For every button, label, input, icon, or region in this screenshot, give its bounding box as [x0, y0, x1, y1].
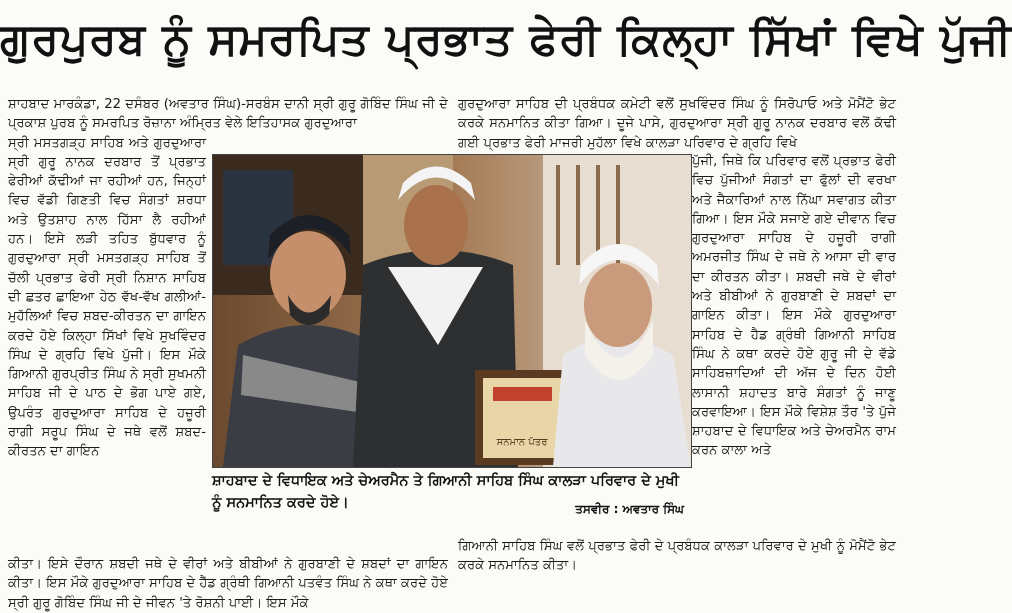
article-intro: ਸ਼ਾਹਬਾਦ ਮਾਰਕੰਡਾ, 22 ਦਸੰਬਰ (ਅਵਤਾਰ ਸਿੰਘ)-ਸਰਬੰਸ ਦਾਨੀ ਸ੍ਰੀ ਗੁਰੂ ਗੋਬਿੰਦ ਸਿੰਘ ਜੀ ਦੇ ਪ੍ਰਕਾਸ਼ ਪੁਰਬ ਨੂੰ ਸਮਰਪਿਤ ਰੋਜ਼ਾਨਾ ਅੰਮ੍ਰਿਤ ਵੇਲੇ ਇਤਿਹਾਸਕ ਗੁਰਦੁਆਰਾ [8, 97, 448, 132]
news-photo [212, 154, 692, 468]
photo-credit: ਤਸਵੀਰ : ਅਵਤਾਰ ਸਿੰਘ [575, 502, 684, 516]
plaque-label: ਸਨਮਾਨ ਪੱਤਰ [496, 437, 548, 448]
article-column-right-side: ਪੁੱਜੀ, ਜਿਥੇ ਕਿ ਪਰਿਵਾਰ ਵਲੋਂ ਪ੍ਰਭਾਤ ਫੇਰੀ ਵਿਚ ਪੁੱਜੀਆਂ ਸੰਗਤਾਂ ਦਾ ਫੁੱਲਾਂ ਦੀ ਵਰਖਾ ਅਤੇ ਜੈਕਾਰਿਆਂ ਨਾਲ ਨਿੱਘਾ ਸਵਾਗਤ ਕੀਤਾ ਗਿਆ। ਇਸ ਮੌਕੇ ਸਜਾਏ ਗਏ ਦੀਵਾਨ ਵਿਚ ਗੁਰਦੁਆਰਾ ਸਾਹਿਬ ਦੇ ਹਜ਼ੂਰੀ ਰਾਗੀ ਅਮਰਜੀਤ ਸਿੰਘ ਦੇ ਜਥੇ ਨੇ ਆਸਾ ਦੀ ਵਾਰ ਦਾ ਕੀਰਤਨ ਕੀਤਾ। ਸ਼ਬਦੀ ਜਥੇ ਦੇ ਵੀਰਾਂ ਅਤੇ ਬੀਬੀਆਂ ਨੇ ਗੁਰਬਾਣੀ ਦੇ ਸ਼ਬਦਾਂ ਦਾ ਗਾਇਨ ਕੀਤਾ। ਇਸ ਮੌਕੇ ਗੁਰਦੁਆਰਾ ਸਾਹਿਬ ਦੇ ਹੈਡ ਗ੍ਰੰਥੀ ਗਿਆਨੀ ਸਾਹਿਬ ਸਿੰਘ ਨੇ ਕਥਾ ਕਰਦੇ ਹੋਏ ਗੁਰੂ ਜੀ ਦੇ ਵੱਡੇ ਸਾਹਿਬਜ਼ਾਦਿਆਂ ਦੀ ਅੱਜ ਦੇ ਦਿਨ ਹੋਈ ਲਾਸਾਨੀ ਸ਼ਹਾਦਤ ਬਾਰੇ ਸੰਗਤਾਂ ਨੂੰ ਜਾਣੂ ਕਰਵਾਇਆ। ਇਸ ਮੌਕੇ ਵਿਸ਼ੇਸ਼ ਤੌਰ 'ਤੇ ਪੁੱਜੇ ਸ਼ਾਹਬਾਦ ਦੇ ਵਿਧਾਇਕ ਅਤੇ ਚੇਅਰਮੈਨ ਰਾਮ ਕਰਨ ਕਾਲਾ ਅਤੇ [692, 154, 896, 459]
photo-caption [212, 470, 690, 530]
headline: ਗੁਰਪੁਰਬ ਨੂੰ ਸਮਰਪਿਤ ਪ੍ਰਭਾਤ ਫੇਰੀ ਕਿਲ੍ਹਾ ਸਿੱਖਾਂ ਵਿਖੇ ਪੁੱਜੀ [0, 14, 1012, 65]
caption-text: ਸ਼ਾਹਬਾਦ ਦੇ ਵਿਧਾਇਕ ਅਤੇ ਚੇਅਰਮੈਨ ਤੇ ਗਿਆਨੀ ਸਾਹਿਬ ਸਿੰਘ ਕਾਲੜਾ ਪਰਿਵਾਰ ਦੇ ਮੁਖੀ ਨੂੰ ਸਨਮਾਨਿਤ ਕਰਦੇ ਹੋਏ। [212, 473, 679, 511]
article-bottom-wide: ਕੀਤਾ। ਇਸੇ ਦੌਰਾਨ ਸ਼ਬਦੀ ਜਥੇ ਦੇ ਵੀਰਾਂ ਅਤੇ ਬੀਬੀਆਂ ਨੇ ਗੁਰਬਾਣੀ ਦੇ ਸ਼ਬਦਾਂ ਦਾ ਗਾਇਨ ਕੀਤਾ। ਇਸ ਮੌਕੇ ਗੁਰਦੁਆਰਾ ਸਾਹਿਬ ਦੇ ਹੈੱਡ ਗ੍ਰੰਥੀ ਗਿਆਨੀ ਪਤਵੰਤ ਸਿੰਘ ਨੇ ਕਥਾ ਕਰਦੇ ਹੋਏ ਸ੍ਰੀ ਗੁਰੂ ਗੋਬਿੰਦ ਸਿੰਘ ਜੀ ਦੇ ਜੀਵਨ 'ਤੇ ਰੋਸ਼ਨੀ ਪਾਈ। ਇਸ ਮੌਕੇ [8, 557, 448, 611]
article-bottom-right: ਗਿਆਨੀ ਸਾਹਿਬ ਸਿੰਘ ਵਲੋਂ ਪ੍ਰਭਾਤ ਫੇਰੀ ਦੇ ਪ੍ਰਬੰਧਕ ਕਾਲੜਾ ਪਰਿਵਾਰ ਦੇ ਮੁਖੀ ਨੂੰ ਮੋਮੈਂਟੋ ਭੇਟ ਕਰਕੇ ਸਨਮਾਨਿਤ ਕੀਤਾ। [458, 539, 896, 574]
article-column-right-top: ਗੁਰਦੁਆਰਾ ਸਾਹਿਬ ਦੀ ਪ੍ਰਬੰਧਕ ਕਮੇਟੀ ਵਲੋਂ ਸੁਖਵਿੰਦਰ ਸਿੰਘ ਨੂੰ ਸਿਰੋਪਾਓ ਅਤੇ ਮੋਮੈਂਟੋ ਭੇਟ ਕਰਕੇ ਸਨਮਾਨਿਤ ਕੀਤਾ ਗਿਆ। ਦੂਜੇ ਪਾਸੇ, ਗੁਰਦੁਆਰਾ ਸ੍ਰੀ ਗੁਰੂ ਨਾਨਕ ਦਰਬਾਰ ਵਲੋਂ ਕੱਢੀ ਗਈ ਪ੍ਰਭਾਤ ਫੇਰੀ ਮਾਜਰੀ ਮੁਹੱਲਾ ਵਿਖੇ ਕਾਲੜਾ ਪਰਿਵਾਰ ਦੇ ਗ੍ਰਹਿ ਵਿਖੇ [458, 97, 896, 151]
article-left-narrow: ਸ੍ਰੀ ਮਸਤਗੜ੍ਹ ਸਾਹਿਬ ਅਤੇ ਗੁਰਦੁਆਰਾ ਸ੍ਰੀ ਗੁਰੂ ਨਾਨਕ ਦਰਬਾਰ ਤੋਂ ਪ੍ਰਭਾਤ ਫੇਰੀਆਂ ਕੱਢੀਆਂ ਜਾ ਰਹੀਆਂ ਹਨ, ਜਿਨ੍ਹਾਂ ਵਿਚ ਵੱਡੀ ਗਿਣਤੀ ਵਿਚ ਸੰਗਤਾਂ ਸ਼ਰਧਾ ਅਤੇ ਉਤਸ਼ਾਹ ਨਾਲ ਹਿੱਸਾ ਲੈ ਰਹੀਆਂ ਹਨ। ਇਸੇ ਲੜੀ ਤਹਿਤ ਬੁੱਧਵਾਰ ਨੂੰ ਗੁਰਦੁਆਰਾ ਸ੍ਰੀ ਮਸਤਗੜ੍ਹ ਸਾਹਿਬ ਤੋਂ ਚੱਲੀ ਪ੍ਰਭਾਤ ਫੇਰੀ ਸ੍ਰੀ ਨਿਸ਼ਾਨ ਸਾਹਿਬ ਦੀ ਛਤਰ ਛਾਇਆ ਹੇਠ ਵੱਖ-ਵੱਖ ਗਲੀਆਂ-ਮੁਹੱਲਿਆਂ ਵਿਚ ਸ਼ਬਦ-ਕੀਰਤਨ ਦਾ ਗਾਇਨ ਕਰਦੇ ਹੋਏ ਕਿਲ੍ਹਾ ਸਿੱਖਾਂ ਵਿਖੇ ਸੁਖਵਿੰਦਰ ਸਿੰਘ ਦੇ ਗ੍ਰਹਿ ਵਿਖੇ ਪੁੱਜੀ। ਇਸ ਮੌਕੇ ਗਿਆਨੀ ਗੁਰਪ੍ਰੀਤ ਸਿੰਘ ਨੇ ਸ੍ਰੀ ਸੁਖਮਨੀ ਸਾਹਿਬ ਜੀ ਦੇ ਪਾਠ ਦੇ ਭੋਗ ਪਾਏ ਗਏ, ਉਪਰੰਤ ਗੁਰਦੁਆਰਾ ਸਾਹਿਬ ਦੇ ਹਜ਼ੂਰੀ ਰਾਗੀ ਸਰੂਪ ਸਿੰਘ ਦੇ ਜਥੇ ਵਲੋਂ ਸ਼ਬਦ-ਕੀਰਤਨ ਦਾ ਗਾਇਨ [8, 135, 206, 460]
